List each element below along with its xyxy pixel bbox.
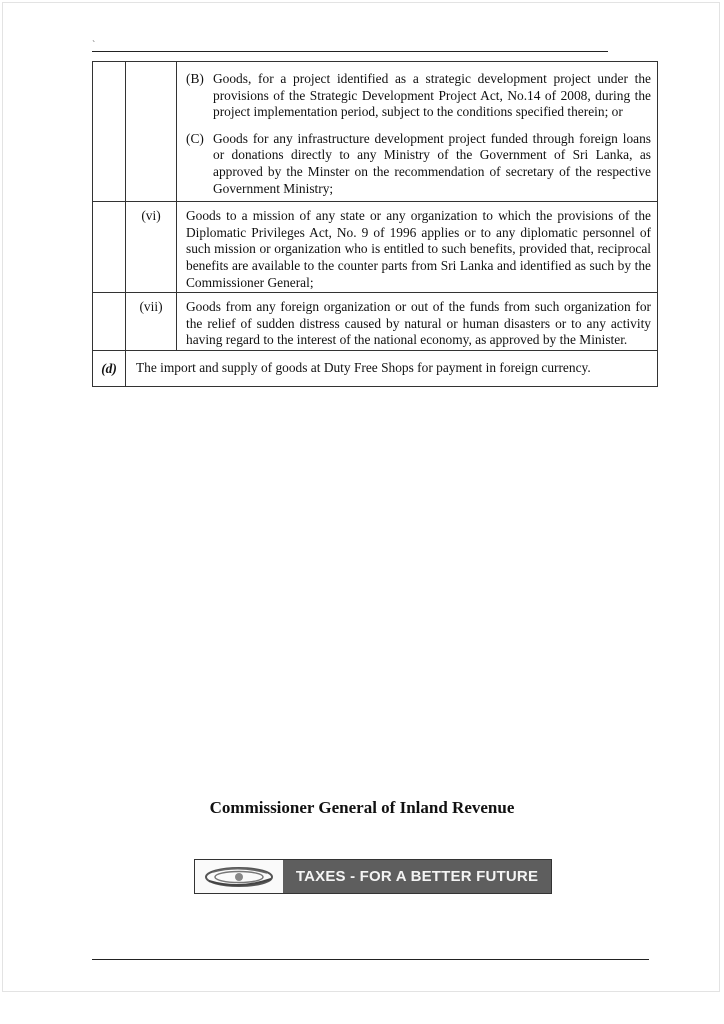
section-d-text: The import and supply of goods at Duty Free Shops for payment in foreign currency. [126, 350, 658, 386]
table-row-continuation [93, 62, 658, 202]
header-rule [92, 51, 608, 52]
table-row-vi [93, 202, 658, 293]
sub-item-c [186, 131, 651, 197]
sub-item-text: Goods, for a project identified as a strategic development project under the provisions of the Strategic Development Project Act, No.14 of 2008, during the project implementation period, subject to the conditions specified therein; or [213, 71, 651, 120]
slogan-banner [194, 859, 552, 894]
organization-name: Commissioner General of Inland Revenue [209, 798, 515, 817]
row-text: Goods to a mission of any state or any organization to which the provisions of the Diplomatic Privileges Act, No. 9 of 1996 applies or to any diplomatic personnel of such mission or organization who is entitled to such benefits, provided that, reciprocal benefits are available to the counter parts from Sri Lanka and identified as such by the Commissioner General; [177, 202, 658, 293]
footer-rule [92, 959, 649, 960]
ird-logo-icon [195, 860, 283, 893]
sub-item-label: (B) [186, 71, 204, 86]
section-letter: (d) [93, 350, 126, 386]
row-number: (vi) [126, 202, 177, 293]
provisions-table [92, 61, 658, 387]
table-row-vii [93, 293, 658, 351]
sub-item-label: (C) [186, 130, 204, 146]
header-tick: ` [92, 40, 96, 51]
slogan-text: TAXES - FOR A BETTER FUTURE [283, 860, 551, 893]
sub-item-b [186, 71, 651, 121]
table-row-d [93, 350, 658, 386]
row-number: (vii) [126, 293, 177, 351]
continuation-cell [177, 62, 658, 202]
row-text: Goods from any foreign organization or out of the funds from such organization for the relief of sudden distress caused by natural or human disasters or to any activity having regard to the interest of the national economy, as approved by the Minister. [177, 293, 658, 351]
sub-item-text: Goods for any infrastructure development project funded through foreign loans or donations directly to any Ministry of the Government of Sri Lanka, as approved by the Minster on the recommendation of secretary of the respective Government Ministry; [213, 130, 651, 196]
